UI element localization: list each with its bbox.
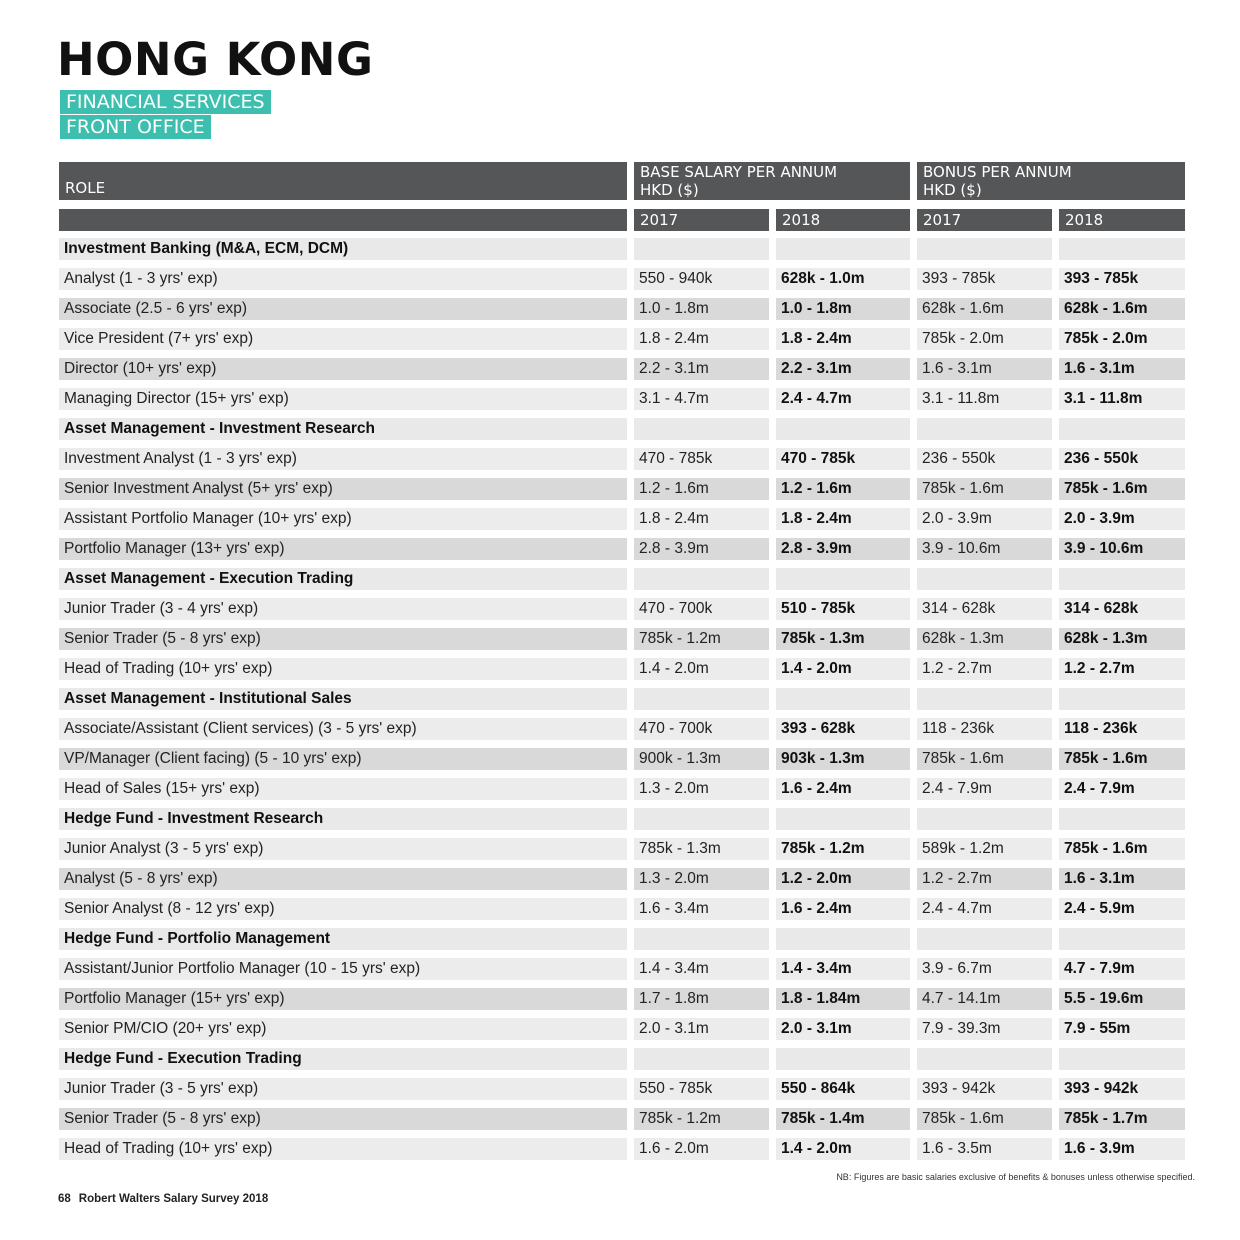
bonus-2018-cell: 3.1 - 11.8m [1059, 388, 1185, 410]
base-salary-2018-cell: 785k - 1.2m [776, 838, 910, 860]
base-2018-label: 2018 [782, 211, 821, 229]
base-salary-2017-cell: 470 - 785k [634, 448, 769, 470]
section-header-row [59, 1048, 1185, 1078]
bonus-2017-cell: 589k - 1.2m [917, 838, 1052, 860]
base-salary-2017-cell: 550 - 785k [634, 1078, 769, 1100]
bonus-2017-cell: 1.6 - 3.1m [917, 358, 1052, 380]
bonus-2017-cell: 2.4 - 4.7m [917, 898, 1052, 920]
table-row [59, 628, 1185, 658]
base-salary-2018-cell: 1.4 - 2.0m [776, 1138, 910, 1160]
role-cell: Portfolio Manager (15+ yrs' exp) [59, 988, 627, 1010]
bonus-group-header [917, 162, 1185, 200]
bonus-2017-cell: 785k - 2.0m [917, 328, 1052, 350]
base-salary-2018-cell: 550 - 864k [776, 1078, 910, 1100]
bonus-2018-cell: 785k - 2.0m [1059, 328, 1185, 350]
bonus-2018-cell: 2.0 - 3.9m [1059, 508, 1185, 530]
bonus-2018-label: 2018 [1065, 211, 1104, 229]
role-cell: Analyst (5 - 8 yrs' exp) [59, 868, 627, 890]
bonus-2017-cell: 236 - 550k [917, 448, 1052, 470]
base-salary-header-line2: HKD ($) [640, 181, 699, 199]
bonus-2018-cell: 1.2 - 2.7m [1059, 658, 1185, 680]
section-blank-cell [917, 418, 1052, 440]
section-blank-cell [776, 1048, 910, 1070]
bonus-2018-cell: 7.9 - 55m [1059, 1018, 1185, 1040]
role-cell: Portfolio Manager (13+ yrs' exp) [59, 538, 627, 560]
bonus-2018-cell: 785k - 1.6m [1059, 838, 1185, 860]
role-cell: Junior Trader (3 - 5 yrs' exp) [59, 1078, 627, 1100]
base-2017-header [634, 209, 769, 231]
bonus-2017-cell: 3.1 - 11.8m [917, 388, 1052, 410]
section-title: Hedge Fund - Execution Trading [59, 1048, 627, 1070]
base-salary-2017-cell: 785k - 1.2m [634, 628, 769, 650]
section-blank-cell [1059, 688, 1185, 710]
section-header-row [59, 928, 1185, 958]
section-blank-cell [634, 928, 769, 950]
base-salary-2017-cell: 2.2 - 3.1m [634, 358, 769, 380]
role-cell: Head of Trading (10+ yrs' exp) [59, 658, 627, 680]
section-blank-cell [917, 808, 1052, 830]
base-salary-2017-cell: 1.6 - 2.0m [634, 1138, 769, 1160]
base-salary-2018-cell: 393 - 628k [776, 718, 910, 740]
bonus-2017-cell: 785k - 1.6m [917, 1108, 1052, 1130]
role-cell: Head of Sales (15+ yrs' exp) [59, 778, 627, 800]
bonus-2018-cell: 1.6 - 3.1m [1059, 358, 1185, 380]
bonus-2017-cell: 1.2 - 2.7m [917, 658, 1052, 680]
bonus-2018-cell: 393 - 942k [1059, 1078, 1185, 1100]
base-salary-2018-cell: 2.4 - 4.7m [776, 388, 910, 410]
section-title: Hedge Fund - Investment Research [59, 808, 627, 830]
role-cell: Junior Analyst (3 - 5 yrs' exp) [59, 838, 627, 860]
bonus-2017-cell: 1.6 - 3.5m [917, 1138, 1052, 1160]
table-row [59, 1018, 1185, 1048]
base-salary-2018-cell: 1.2 - 1.6m [776, 478, 910, 500]
table-row [59, 598, 1185, 628]
section-blank-cell [1059, 928, 1185, 950]
section-title: Asset Management - Institutional Sales [59, 688, 627, 710]
bonus-2018-cell: 314 - 628k [1059, 598, 1185, 620]
bonus-2017-cell: 7.9 - 39.3m [917, 1018, 1052, 1040]
base-salary-2018-cell: 2.8 - 3.9m [776, 538, 910, 560]
section-blank-cell [634, 688, 769, 710]
base-salary-header-line1: BASE SALARY PER ANNUM [640, 163, 838, 181]
section-blank-cell [776, 238, 910, 260]
base-salary-2017-cell: 2.8 - 3.9m [634, 538, 769, 560]
role-year-header-blank [59, 209, 627, 231]
base-salary-2018-cell: 2.2 - 3.1m [776, 358, 910, 380]
page-footer [58, 1193, 268, 1205]
bonus-2017-cell: 1.2 - 2.7m [917, 868, 1052, 890]
bonus-2018-cell: 118 - 236k [1059, 718, 1185, 740]
role-cell: Senior Analyst (8 - 12 yrs' exp) [59, 898, 627, 920]
bonus-header-line2: HKD ($) [923, 181, 982, 199]
base-salary-2017-cell: 1.3 - 2.0m [634, 778, 769, 800]
role-cell: Director (10+ yrs' exp) [59, 358, 627, 380]
base-salary-2018-cell: 1.6 - 2.4m [776, 898, 910, 920]
section-header-row [59, 688, 1185, 718]
table-row [59, 778, 1185, 808]
table-row [59, 898, 1185, 928]
role-cell: Senior PM/CIO (20+ yrs' exp) [59, 1018, 627, 1040]
base-salary-2018-cell: 510 - 785k [776, 598, 910, 620]
section-blank-cell [634, 568, 769, 590]
table-row [59, 838, 1185, 868]
bonus-2018-cell: 2.4 - 5.9m [1059, 898, 1185, 920]
table-row [59, 868, 1185, 898]
section-blank-cell [917, 568, 1052, 590]
section-blank-cell [1059, 568, 1185, 590]
table-row [59, 1138, 1185, 1168]
page-number: 68 [58, 1193, 71, 1205]
base-salary-2017-cell: 550 - 940k [634, 268, 769, 290]
base-salary-2018-cell: 1.8 - 1.84m [776, 988, 910, 1010]
base-salary-2018-cell: 1.4 - 2.0m [776, 658, 910, 680]
table-row [59, 538, 1185, 568]
table-row [59, 388, 1185, 418]
section-blank-cell [917, 238, 1052, 260]
base-2018-header [776, 209, 910, 231]
role-cell: Head of Trading (10+ yrs' exp) [59, 1138, 627, 1160]
bonus-2017-cell: 4.7 - 14.1m [917, 988, 1052, 1010]
role-cell: Analyst (1 - 3 yrs' exp) [59, 268, 627, 290]
base-salary-2018-cell: 628k - 1.0m [776, 268, 910, 290]
page-title: HONG KONG [57, 33, 374, 86]
base-salary-2018-cell: 1.6 - 2.4m [776, 778, 910, 800]
bonus-2017-cell: 2.4 - 7.9m [917, 778, 1052, 800]
base-salary-2017-cell: 1.7 - 1.8m [634, 988, 769, 1010]
table-row [59, 1108, 1185, 1138]
section-header-row [59, 568, 1185, 598]
bonus-2017-cell: 3.9 - 10.6m [917, 538, 1052, 560]
base-salary-group-header [634, 162, 910, 200]
bonus-2018-cell: 628k - 1.6m [1059, 298, 1185, 320]
bonus-2017-cell: 785k - 1.6m [917, 478, 1052, 500]
footnote: NB: Figures are basic salaries exclusive of benefits & bonuses unless otherwise specified. [836, 1172, 1195, 1182]
bonus-2017-cell: 628k - 1.3m [917, 628, 1052, 650]
section-blank-cell [776, 928, 910, 950]
section-header-row [59, 808, 1185, 838]
role-cell: Associate (2.5 - 6 yrs' exp) [59, 298, 627, 320]
table-row [59, 958, 1185, 988]
base-2017-label: 2017 [640, 211, 679, 229]
base-salary-2017-cell: 3.1 - 4.7m [634, 388, 769, 410]
bonus-2018-cell: 785k - 1.6m [1059, 478, 1185, 500]
role-cell: Senior Trader (5 - 8 yrs' exp) [59, 1108, 627, 1130]
base-salary-2018-cell: 785k - 1.3m [776, 628, 910, 650]
base-salary-2017-cell: 1.3 - 2.0m [634, 868, 769, 890]
base-salary-2017-cell: 2.0 - 3.1m [634, 1018, 769, 1040]
bonus-2017-cell: 3.9 - 6.7m [917, 958, 1052, 980]
bonus-2018-cell: 2.4 - 7.9m [1059, 778, 1185, 800]
bonus-2018-header [1059, 209, 1185, 231]
bonus-2018-cell: 4.7 - 7.9m [1059, 958, 1185, 980]
bonus-2017-cell: 118 - 236k [917, 718, 1052, 740]
base-salary-2018-cell: 1.4 - 3.4m [776, 958, 910, 980]
table-row [59, 358, 1185, 388]
base-salary-2018-cell: 1.2 - 2.0m [776, 868, 910, 890]
section-blank-cell [1059, 808, 1185, 830]
bonus-2017-cell: 393 - 785k [917, 268, 1052, 290]
section-title: Investment Banking (M&A, ECM, DCM) [59, 238, 627, 260]
base-salary-2017-cell: 1.6 - 3.4m [634, 898, 769, 920]
section-title: Asset Management - Investment Research [59, 418, 627, 440]
base-salary-2017-cell: 470 - 700k [634, 598, 769, 620]
bonus-2017-header [917, 209, 1052, 231]
section-blank-cell [1059, 1048, 1185, 1070]
role-cell: Assistant Portfolio Manager (10+ yrs' exp) [59, 508, 627, 530]
bonus-2018-cell: 785k - 1.7m [1059, 1108, 1185, 1130]
base-salary-2018-cell: 1.0 - 1.8m [776, 298, 910, 320]
section-blank-cell [917, 688, 1052, 710]
bonus-2017-cell: 314 - 628k [917, 598, 1052, 620]
bonus-2018-cell: 3.9 - 10.6m [1059, 538, 1185, 560]
table-row [59, 328, 1185, 358]
base-salary-2018-cell: 2.0 - 3.1m [776, 1018, 910, 1040]
section-blank-cell [776, 418, 910, 440]
bonus-2017-cell: 2.0 - 3.9m [917, 508, 1052, 530]
bonus-2018-cell: 1.6 - 3.9m [1059, 1138, 1185, 1160]
table-row [59, 268, 1185, 298]
table-row [59, 748, 1185, 778]
base-salary-2017-cell: 1.8 - 2.4m [634, 508, 769, 530]
table-row [59, 298, 1185, 328]
bonus-2018-cell: 1.6 - 3.1m [1059, 868, 1185, 890]
base-salary-2017-cell: 1.8 - 2.4m [634, 328, 769, 350]
table-row [59, 478, 1185, 508]
bonus-2017-cell: 628k - 1.6m [917, 298, 1052, 320]
base-salary-2017-cell: 1.2 - 1.6m [634, 478, 769, 500]
bonus-2018-cell: 393 - 785k [1059, 268, 1185, 290]
section-blank-cell [634, 238, 769, 260]
section-header-row [59, 418, 1185, 448]
role-cell: Managing Director (15+ yrs' exp) [59, 388, 627, 410]
bonus-2018-cell: 5.5 - 19.6m [1059, 988, 1185, 1010]
base-salary-2017-cell: 785k - 1.3m [634, 838, 769, 860]
table-row [59, 718, 1185, 748]
bonus-2018-cell: 236 - 550k [1059, 448, 1185, 470]
section-blank-cell [1059, 418, 1185, 440]
role-cell: Senior Trader (5 - 8 yrs' exp) [59, 628, 627, 650]
role-cell: Assistant/Junior Portfolio Manager (10 - 15 yrs' exp) [59, 958, 627, 980]
role-cell: Senior Investment Analyst (5+ yrs' exp) [59, 478, 627, 500]
section-blank-cell [634, 808, 769, 830]
base-salary-2017-cell: 470 - 700k [634, 718, 769, 740]
base-salary-2017-cell: 1.4 - 3.4m [634, 958, 769, 980]
section-blank-cell [917, 928, 1052, 950]
category-tag-front-office: FRONT OFFICE [60, 115, 211, 139]
role-header-label: ROLE [65, 179, 106, 197]
section-blank-cell [776, 568, 910, 590]
section-blank-cell [917, 1048, 1052, 1070]
section-blank-cell [776, 688, 910, 710]
base-salary-2017-cell: 900k - 1.3m [634, 748, 769, 770]
table-row [59, 658, 1185, 688]
role-column-header [59, 162, 627, 200]
publication-name: Robert Walters Salary Survey 2018 [78, 1193, 269, 1205]
section-title: Asset Management - Execution Trading [59, 568, 627, 590]
base-salary-2018-cell: 903k - 1.3m [776, 748, 910, 770]
base-salary-2017-cell: 1.4 - 2.0m [634, 658, 769, 680]
role-cell: VP/Manager (Client facing) (5 - 10 yrs' exp) [59, 748, 627, 770]
section-blank-cell [634, 1048, 769, 1070]
base-salary-2017-cell: 1.0 - 1.8m [634, 298, 769, 320]
category-tag-financial-services: FINANCIAL SERVICES [60, 90, 271, 114]
bonus-2017-cell: 785k - 1.6m [917, 748, 1052, 770]
bonus-2018-cell: 785k - 1.6m [1059, 748, 1185, 770]
base-salary-2018-cell: 1.8 - 2.4m [776, 328, 910, 350]
bonus-header-line1: BONUS PER ANNUM [923, 163, 1072, 181]
base-salary-2017-cell: 785k - 1.2m [634, 1108, 769, 1130]
role-cell: Vice President (7+ yrs' exp) [59, 328, 627, 350]
bonus-2018-cell: 628k - 1.3m [1059, 628, 1185, 650]
section-blank-cell [634, 418, 769, 440]
table-row [59, 988, 1185, 1018]
salary-table [59, 238, 1185, 1168]
table-row [59, 448, 1185, 478]
table-row [59, 1078, 1185, 1108]
role-cell: Investment Analyst (1 - 3 yrs' exp) [59, 448, 627, 470]
section-title: Hedge Fund - Portfolio Management [59, 928, 627, 950]
base-salary-2018-cell: 1.8 - 2.4m [776, 508, 910, 530]
table-row [59, 508, 1185, 538]
section-blank-cell [776, 808, 910, 830]
section-blank-cell [1059, 238, 1185, 260]
role-cell: Associate/Assistant (Client services) (3 - 5 yrs' exp) [59, 718, 627, 740]
section-header-row [59, 238, 1185, 268]
bonus-2017-cell: 393 - 942k [917, 1078, 1052, 1100]
base-salary-2018-cell: 470 - 785k [776, 448, 910, 470]
base-salary-2018-cell: 785k - 1.4m [776, 1108, 910, 1130]
role-cell: Junior Trader (3 - 4 yrs' exp) [59, 598, 627, 620]
bonus-2017-label: 2017 [923, 211, 962, 229]
